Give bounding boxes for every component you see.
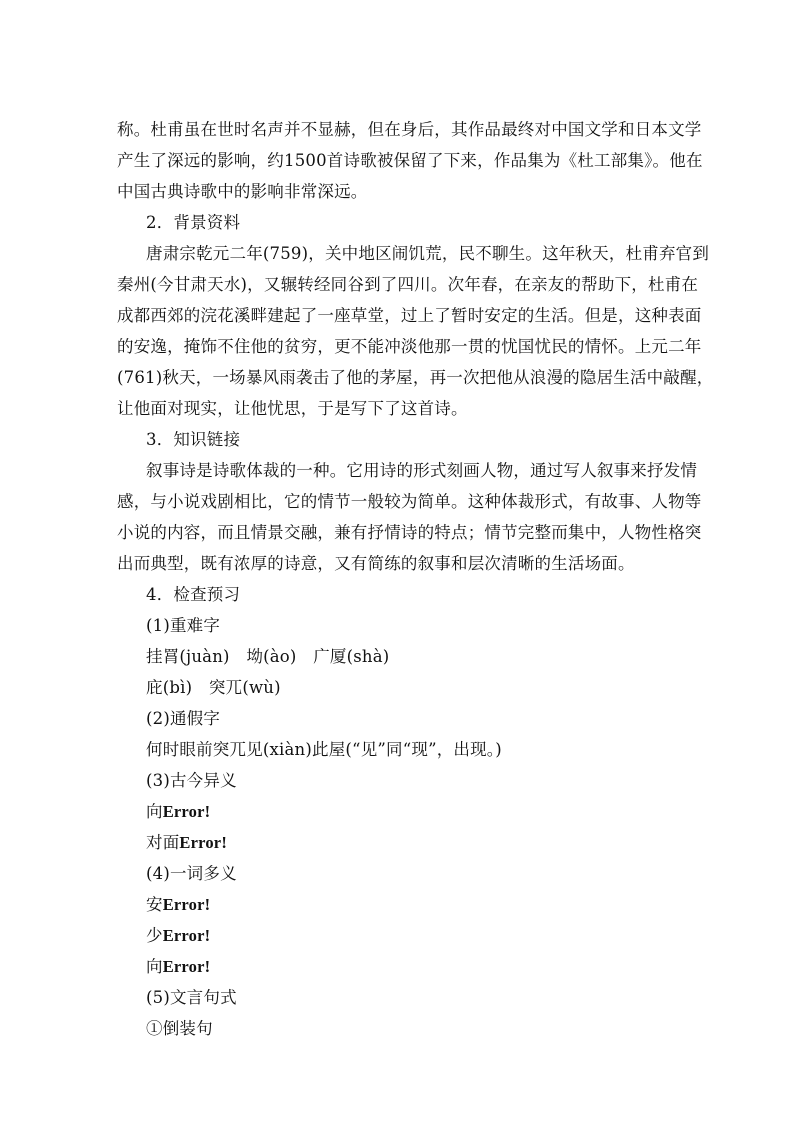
background-line-4: 的安逸，掩饰不住他的贫穷，更不能冲淡他那一贯的忧国忧民的情怀。上元二年 (117, 337, 702, 356)
intro-line-1: 称。杜甫虽在世时名声并不显赫，但在身后，其作品最终对中国文学和日本文学 (117, 120, 702, 139)
section-heading-preview: 4．检查预习 (146, 585, 241, 604)
intro-line-3: 中国古典诗歌中的影响非常深远。 (117, 182, 368, 201)
inverted-sentence-label: ①倒装句 (146, 1019, 213, 1038)
background-line-3: 成都西郊的浣花溪畔建起了一座草堂，过上了暂时安定的生活。但是，这种表面 (117, 306, 702, 325)
interchangeable-line: 何时眼前突兀见(xiàn)此屋(“见”同“现”，出现。) (146, 740, 502, 759)
knowledge-line-4: 出而典型，既有浓厚的诗意，又有简练的叙事和层次清晰的生活场面。 (117, 554, 635, 573)
error-line: 向Error! (146, 802, 211, 821)
section-heading-background: 2．背景资料 (146, 213, 241, 232)
subheading-difficult-chars: (1)重难字 (146, 616, 221, 635)
subheading-polysemy: (4)一词多义 (146, 864, 237, 883)
subheading-ancient-modern: (3)古今异义 (146, 771, 237, 790)
section-heading-knowledge: 3．知识链接 (146, 430, 241, 449)
subheading-sentence-patterns: (5)文言句式 (146, 988, 237, 1007)
knowledge-line-1: 叙事诗是诗歌体裁的一种。它用诗的形式刻画人物，通过写人叙事来抒发情 (146, 461, 698, 480)
error-line: 向Error! (146, 957, 211, 976)
knowledge-line-2: 感，与小说戏剧相比，它的情节一般较为简单。这种体裁形式，有故事、人物等 (117, 492, 702, 511)
error-line: 少Error! (146, 926, 211, 945)
error-line: 对面Error! (146, 833, 228, 852)
intro-line-2: 产生了深远的影响，约1500首诗歌被保留了下来，作品集为《杜工部集》。他在 (117, 151, 703, 170)
error-line: 安Error! (146, 895, 211, 914)
background-line-6: 让他面对现实，让他忧思，于是写下了这首诗。 (117, 399, 468, 418)
background-line-5: (761)秋天，一场暴风雨袭击了他的茅屋，再一次把他从浪漫的隐居生活中敲醒， (117, 368, 714, 387)
background-line-1: 唐肃宗乾元二年(759)，关中地区闹饥荒，民不聊生。这年秋天，杜甫弃官到 (146, 244, 710, 263)
knowledge-line-3: 小说的内容，而且情景交融，兼有抒情诗的特点；情节完整而集中，人物性格突 (117, 523, 702, 542)
background-line-2: 秦州(今甘肃天水)，又辗转经同谷到了四川。次年春，在亲友的帮助下，杜甫在 (117, 275, 699, 294)
pinyin-line-1: 挂罥(juàn) 坳(ào) 广厦(shà) (146, 647, 390, 666)
pinyin-line-2: 庇(bì) 突兀(wù) (146, 678, 281, 697)
subheading-interchangeable: (2)通假字 (146, 709, 221, 728)
